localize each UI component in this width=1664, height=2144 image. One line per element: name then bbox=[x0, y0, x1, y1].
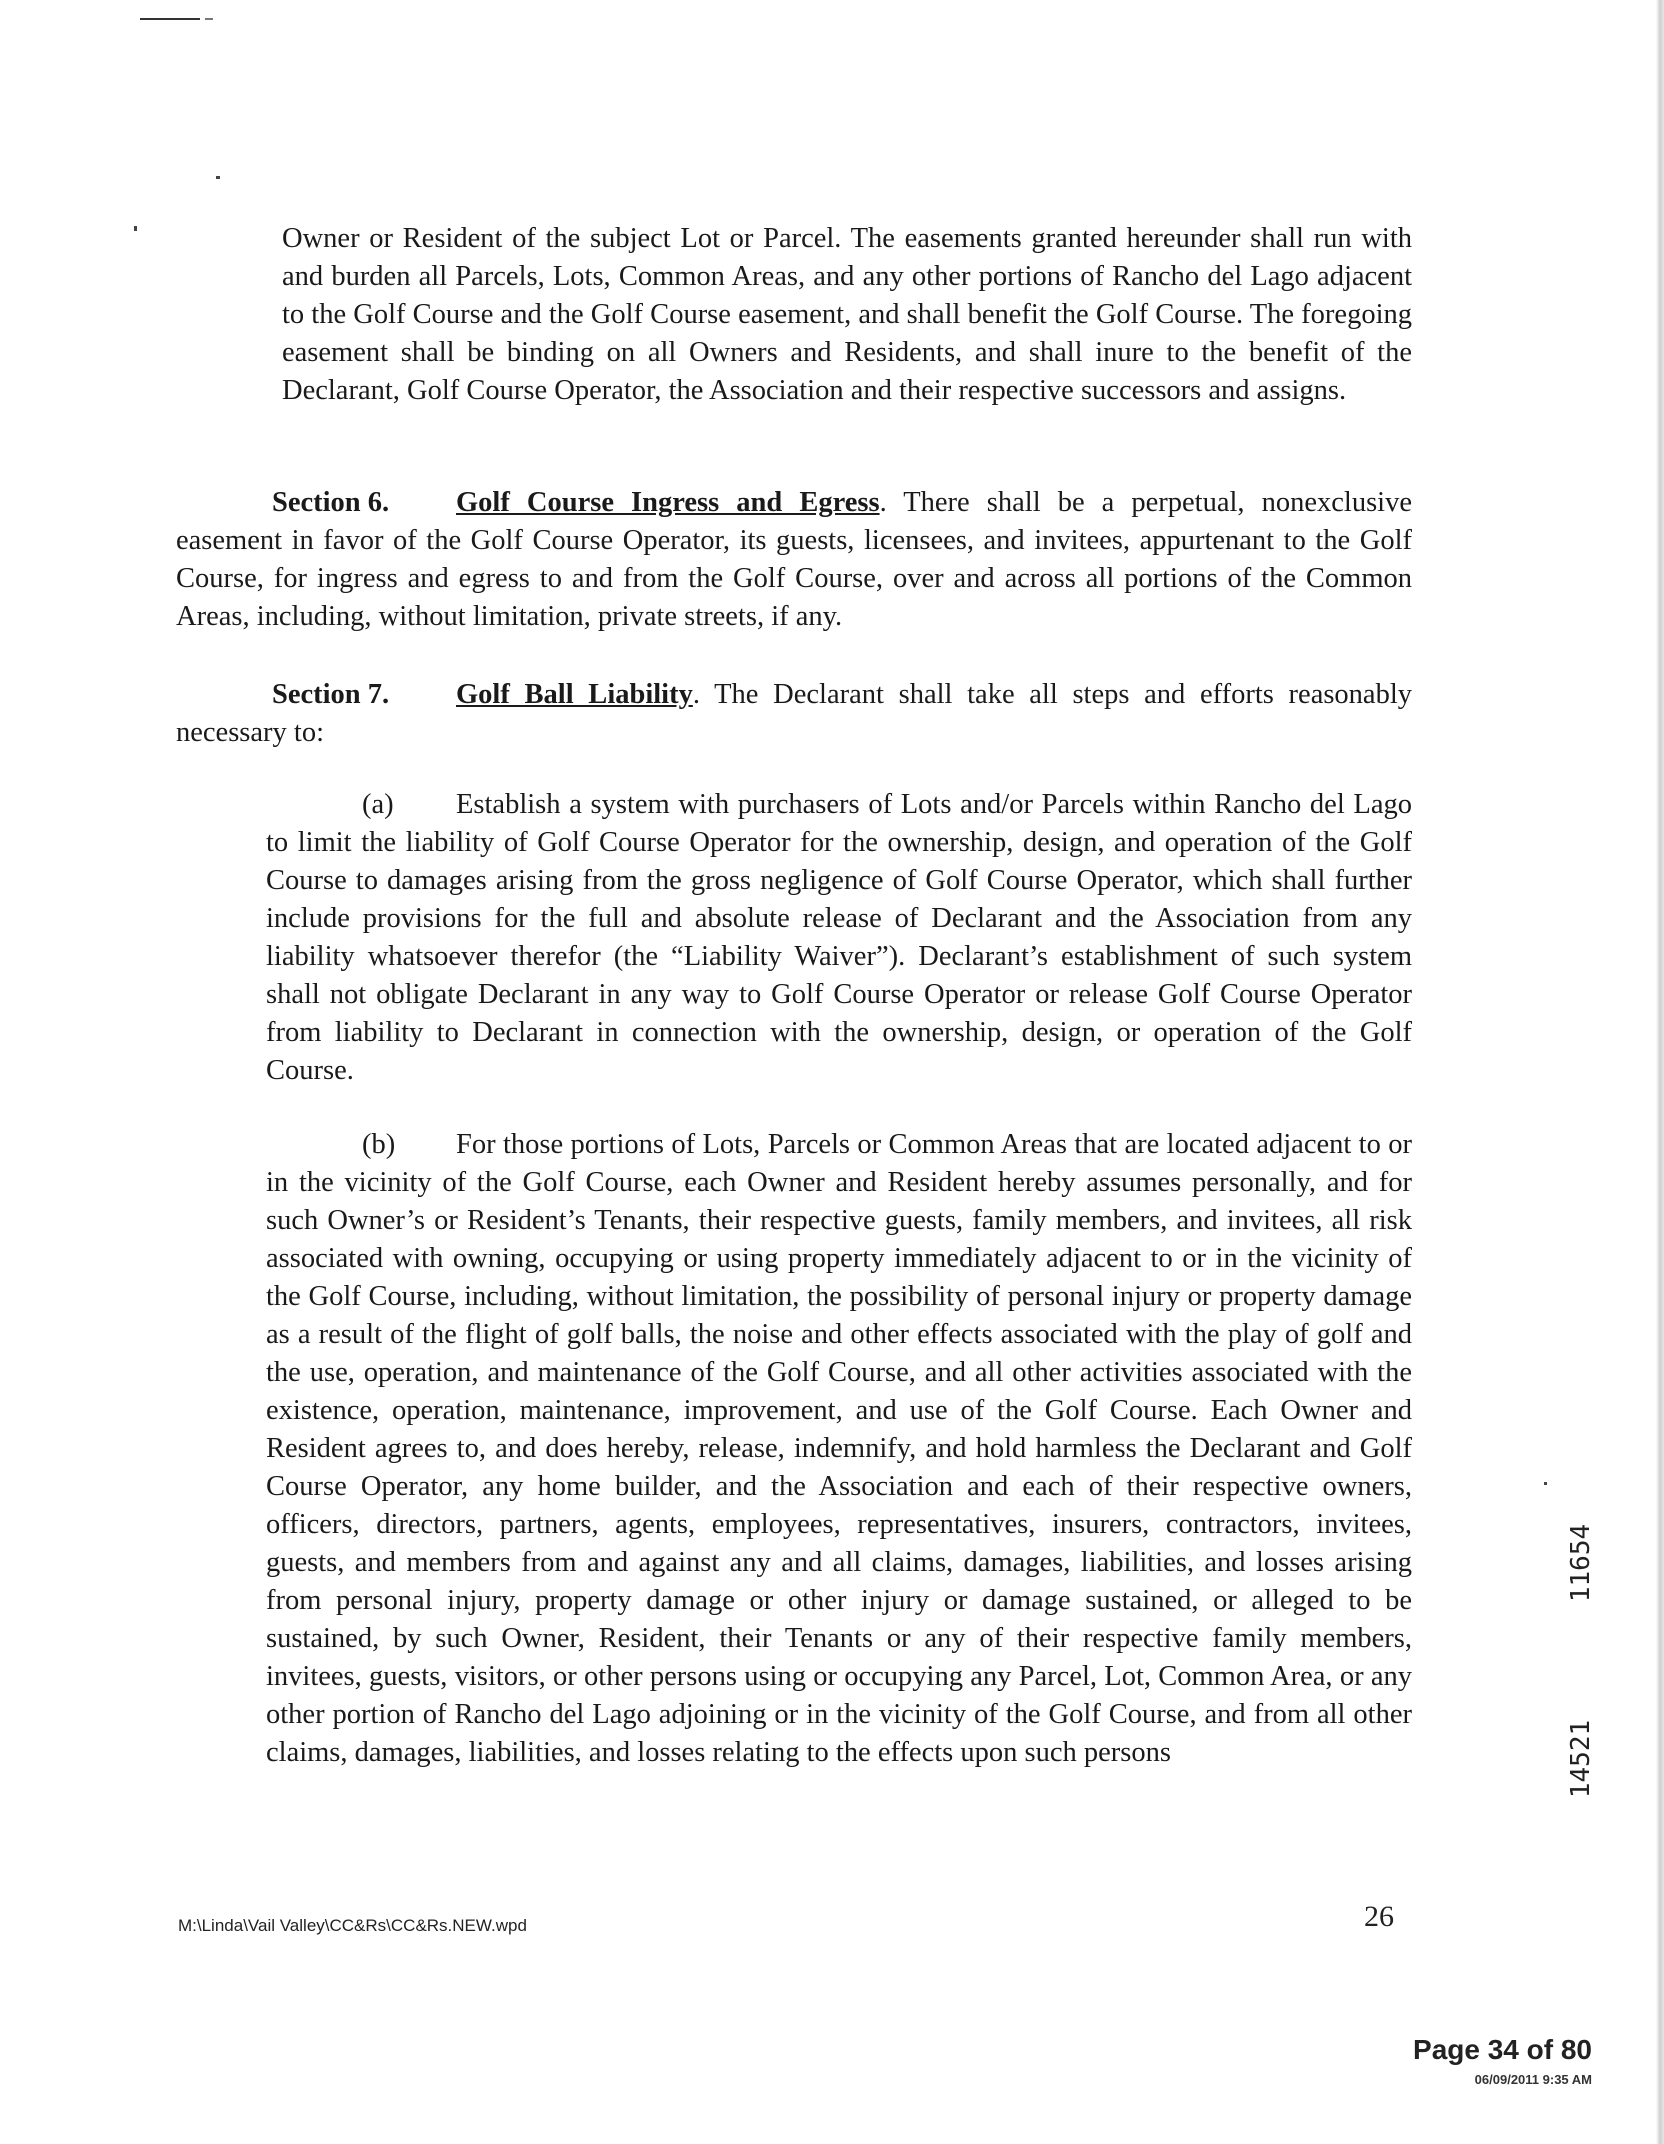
scan-edge bbox=[1656, 0, 1664, 2144]
scan-speck bbox=[134, 226, 137, 231]
continuation-paragraph bbox=[282, 220, 1412, 410]
item-b-paragraph bbox=[266, 1126, 1412, 1772]
item-a-paragraph bbox=[266, 786, 1412, 1090]
section-7-paragraph bbox=[176, 676, 1412, 752]
recording-datetime: 06/09/2011 9:35 AM bbox=[1474, 2072, 1592, 2087]
page-number: 26 bbox=[1364, 1900, 1394, 1933]
section-7-title: Golf Ball Liability bbox=[456, 679, 693, 710]
scan-speck bbox=[216, 176, 220, 179]
item-a-body: Establish a system with purchasers of Lots and/or Parcels within Rancho del Lago to limit the liability of Golf Course Operator for the ownership, design, and operation of the Golf Course to damages arising from the gross negligence of Golf Course Operator, which shall further include provisions for the full and absolute release of Declarant and the Association from any liability whatsoever therefor (the “Liability Waiver”). Declarant’s establishment of such system shall not obligate Declarant in any way to Golf Course Operator or release Golf Course Operator from liability to Declarant in connection with the ownership, design, or operation of the Golf Course. bbox=[266, 789, 1412, 1086]
recording-stamp bbox=[1536, 1512, 1597, 1842]
page-of-total: Page 34 of 80 bbox=[1413, 2034, 1592, 2065]
scan-mark bbox=[140, 18, 200, 20]
stamp-number-bottom: 14521 bbox=[1566, 1719, 1597, 1799]
stamp-number-top: 11654 bbox=[1566, 1523, 1597, 1603]
item-b-body: For those portions of Lots, Parcels or Common Areas that are located adjacent to or in the vicinity of the Golf Course, each Owner and Resident hereby assumes personally, and for such Owner’s or Resident’s Tenants, their respective guests, family members, and invitees, all risk associated with owning, occupying or using property immediately adjacent to or in the vicinity of the Golf Course, including, without limitation, the possibility of personal injury or property damage as a result of the flight of golf balls, the noise and other effects associated with the play of golf and the use, operation, and maintenance of the Golf Course, and all other activities associated with the existence, operation, maintenance, improvement, and use of the Golf Course. Each Owner and Resident agrees to, and does hereby, release, indemnify, and hold harmless the Declarant and Golf Course Operator, any home builder, and the Association and each of their respective owners, officers, directors, partners, agents, employees, representatives, insurers, contractors, invitees, guests, and members from and against any and all claims, damages, liabilities, and losses arising from personal injury, property damage or other injury or damage sustained, or alleged to be sustained, by such Owner, Resident, their Tenants or any of their respective family members, invitees, guests, visitors, or other persons using or occupying any Parcel, Lot, Common Area, or any other portion of Rancho del Lago adjoining or in the vicinity of the Golf Course, and from all other claims, damages, liabilities, and losses relating to the effects upon such persons bbox=[266, 1129, 1412, 1768]
section-6-number: Section 6. bbox=[272, 487, 390, 518]
footer-file-path: M:\Linda\Vail Valley\CC&Rs\CC&Rs.NEW.wpd bbox=[178, 1916, 527, 1935]
scan-speck bbox=[1544, 1482, 1547, 1485]
scan-mark bbox=[205, 18, 213, 20]
item-a-label: (a) bbox=[362, 789, 394, 820]
section-6-paragraph bbox=[176, 484, 1412, 636]
section-7-number: Section 7. bbox=[272, 679, 390, 710]
section-7-body: . The Declarant shall take all steps and efforts reasonably necessary to: bbox=[176, 679, 1413, 748]
section-6-title: Golf Course Ingress and Egress bbox=[456, 487, 880, 518]
item-b-label: (b) bbox=[362, 1129, 396, 1160]
continuation-text: Owner or Resident of the subject Lot or Parcel. The easements granted hereunder shall run with and burden all Parcels, Lots, Common Areas, and any other portions of Rancho del Lago adjacent to the Golf Course and the Golf Course easement, and shall benefit the Golf Course. The foregoing easement shall be binding on all Owners and Residents, and shall inure to the benefit of the Declarant, Golf Course Operator, the Association and their respective successors and assigns. bbox=[282, 223, 1412, 406]
section-6-body: . There shall be a perpetual, nonexclusive easement in favor of the Golf Course Operator, its guests, licensees, and invitees, appurtenant to the Golf Course, for ingress and egress to and from the Golf Course, over and across all portions of the Common Areas, including, without limitation, private streets, if any. bbox=[176, 487, 1413, 632]
